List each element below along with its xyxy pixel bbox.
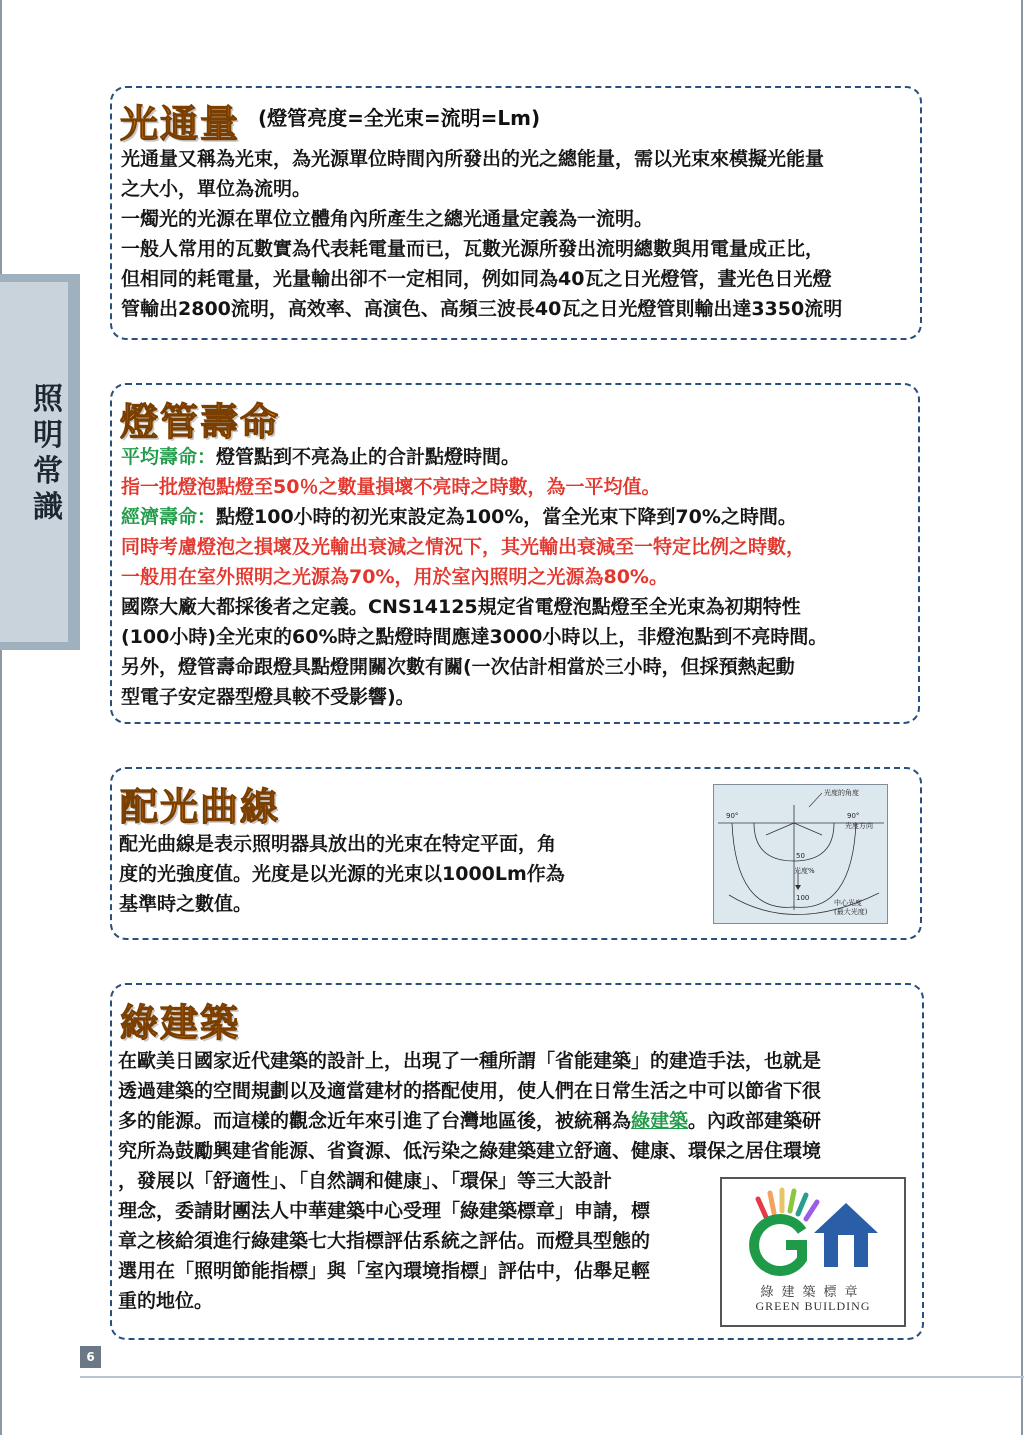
angle-caption: 光度的角度 bbox=[824, 789, 859, 797]
emblem-stroke bbox=[758, 1199, 766, 1217]
average-life-line bbox=[121, 442, 827, 472]
text-line: 基準時之數值。 bbox=[119, 893, 253, 915]
side-char: 常 bbox=[33, 454, 63, 489]
logo-english-text: GREEN BUILDING bbox=[755, 1299, 871, 1313]
text-line: ，發展以「舒適性」、「自然調和健康」、「環保」等三大設計 bbox=[118, 1170, 613, 1192]
luminous-flux-title: 光通量 bbox=[120, 102, 241, 146]
green-building-emblem bbox=[722, 1179, 904, 1279]
text-line: 章之核給須進行綠建築七大指標評估系統之評估。而燈具型態的 bbox=[118, 1230, 651, 1252]
text-line: 配光曲線是表示照明器具放出的光束在特定平面，角 bbox=[119, 833, 557, 855]
text-line: 國際大廠大都採後者之定義。CNS14125規定省電燈泡點燈至全光束為初期特性 bbox=[121, 596, 801, 618]
text-line: 但相同的耗電量，光量輸出卻不一定相同，例如同為40瓦之日光燈管，晝光色日光燈 bbox=[121, 268, 832, 290]
side-char: 照 bbox=[33, 382, 63, 417]
emblem-stroke bbox=[770, 1193, 774, 1213]
text-line: 一燭光的光源在單位立體角內所產生之總光通量定義為一流明。 bbox=[121, 208, 654, 230]
fifty-label: 50 bbox=[796, 852, 805, 860]
side-char: 識 bbox=[33, 490, 63, 525]
economic-life-line bbox=[121, 502, 827, 532]
side-tab-label bbox=[28, 382, 68, 526]
emblem-g bbox=[754, 1219, 802, 1271]
text-line: 之大小，單位為流明。 bbox=[121, 178, 312, 200]
text-line: 型電子安定器型燈具較不受影響)。 bbox=[121, 686, 415, 708]
green-building-term: 綠建築 bbox=[631, 1110, 689, 1132]
distribution-curve-graphic bbox=[714, 785, 887, 923]
right-90-label: 90° bbox=[847, 812, 860, 820]
average-life-label: 平均壽命： bbox=[121, 446, 217, 468]
angle-ray bbox=[794, 823, 822, 835]
angle-ray bbox=[766, 823, 794, 835]
lamp-life-title: 燈管壽命 bbox=[120, 400, 281, 444]
economic-life-note: 同時考慮燈泡之損壞及光輸出衰減之情況下，其光輸出衰減至一特定比例之時數， bbox=[121, 536, 806, 558]
text-line: 在歐美日國家近代建築的設計上，出現了一種所謂「省能建築」的建造手法，也就是 bbox=[118, 1050, 822, 1072]
left-90-label: 90° bbox=[726, 812, 739, 820]
text-line: 一般人常用的瓦數實為代表耗電量而已，瓦數光源所發出流明總數與用電量成正比， bbox=[121, 238, 825, 260]
text-line: 理念，委請財團法人中華建築中心受理「綠建築標章」申請，標 bbox=[118, 1200, 651, 1222]
economic-life-text: 點燈100小時的初光束設定為100%，當全光束下降到70%之時間。 bbox=[216, 506, 797, 528]
center-label: 中心光度 bbox=[834, 899, 862, 907]
economic-life-note: 一般用在室外照明之光源為70%，用於室內照明之光源為80%。 bbox=[121, 566, 668, 588]
page-number: 6 bbox=[80, 1346, 101, 1368]
emblem-stroke bbox=[790, 1191, 794, 1211]
text-line: 度的光強度值。光度是以光源的光束以1000Lm作為 bbox=[119, 863, 565, 885]
text-span: 。內政部建築研 bbox=[688, 1110, 822, 1132]
text-line bbox=[118, 1106, 821, 1136]
light-distribution-body bbox=[119, 829, 565, 919]
side-char: 明 bbox=[33, 418, 63, 453]
direction-label: 光度方向 bbox=[845, 822, 873, 830]
light-distribution-title: 配光曲線 bbox=[120, 785, 281, 829]
center-max-label: (最大光度) bbox=[834, 908, 868, 916]
green-building-logo bbox=[720, 1177, 906, 1327]
leader-line bbox=[809, 793, 822, 807]
arrow-head bbox=[795, 885, 801, 890]
emblem-stroke bbox=[798, 1195, 806, 1214]
green-building-body bbox=[118, 1046, 821, 1316]
unit-label: 光度% bbox=[794, 867, 815, 875]
average-life-note: 指一批燈泡點燈至50％之數量損壞不亮時之時數，為一平均值。 bbox=[121, 476, 661, 498]
emblem-stroke bbox=[806, 1202, 817, 1219]
logo-chinese-text: 綠建築標章 bbox=[760, 1285, 866, 1300]
text-span: 多的能源。而這樣的觀念近年來引進了台灣地區後，被統稱為 bbox=[118, 1110, 632, 1132]
text-line: 重的地位。 bbox=[118, 1290, 214, 1312]
average-life-text: 燈管點到不亮為止的合計點燈時間。 bbox=[216, 446, 521, 468]
economic-life-label: 經濟壽命： bbox=[121, 506, 217, 528]
emblem-house bbox=[814, 1203, 878, 1267]
green-building-title: 綠建築 bbox=[120, 1001, 241, 1045]
footer-rule bbox=[80, 1376, 1024, 1378]
text-line: 管輸出2800流明，高效率、高演色、高頻三波長40瓦之日光燈管則輸出達3350流明 bbox=[121, 298, 843, 320]
text-line: 透過建築的空間規劃以及適當建材的搭配使用，使人們在日常生活之中可以節省下很 bbox=[118, 1080, 822, 1102]
light-distribution-diagram bbox=[713, 784, 888, 924]
lamp-life-body bbox=[121, 442, 827, 712]
text-line: 另外，燈管壽命跟燈具點燈開關次數有關(一次估計相當於三小時，但採預熱起動 bbox=[121, 656, 795, 678]
luminous-flux-subtitle: (燈管亮度=全光束=流明=Lm) bbox=[258, 106, 541, 130]
text-line: 究所為鼓勵興建省能源、省資源、低污染之綠建築建立舒適、健康、環保之居住環境 bbox=[118, 1140, 822, 1162]
hundred-label: 100 bbox=[796, 894, 810, 902]
text-line: (100小時)全光束的60%時之點燈時間應達3000小時以上，非燈泡點到不亮時間。 bbox=[121, 626, 828, 648]
text-line: 選用在「照明節能指標」與「室內環境指標」評估中，佔舉足輕 bbox=[118, 1260, 651, 1282]
text-line: 光通量又稱為光束，為光源單位時間內所發出的光之總能量，需以光束來模擬光能量 bbox=[121, 148, 825, 170]
side-tab bbox=[0, 274, 80, 650]
luminous-flux-body bbox=[121, 144, 842, 324]
